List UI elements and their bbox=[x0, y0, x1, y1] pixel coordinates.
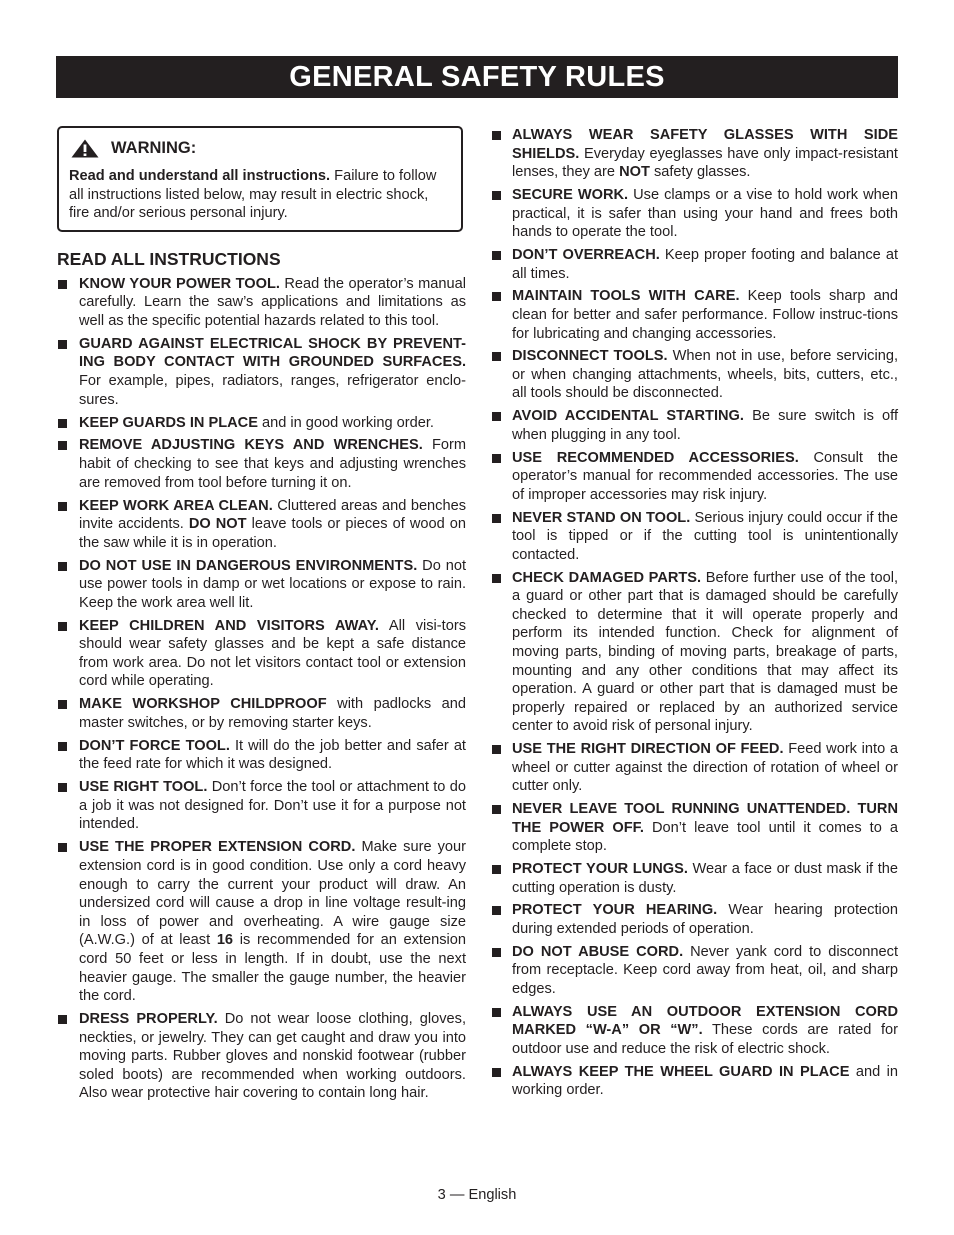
rule-extension-cord bbox=[56, 838, 466, 1005]
rule-text: Make sure your extension cord is in good condition. Use only a cord heavy enough to carry the current your product will draw. An undersized cord will cause a drop in line voltage result-ing in loss of power and overheating. A wire gauge size (A.W.G.) of at least bbox=[79, 839, 466, 949]
rule-text: safety glasses. bbox=[649, 164, 751, 181]
square-bullet-icon bbox=[492, 251, 501, 260]
rule-heading: KNOW YOUR POWER TOOL. bbox=[79, 275, 280, 292]
page-title: GENERAL SAFETY RULES bbox=[56, 56, 898, 98]
rule-text: These cords are rated for outdoor use and reduce the risk of electric shock. bbox=[512, 1022, 898, 1057]
rule-heading: NOT bbox=[619, 164, 650, 181]
rule-text: All visi-tors should wear safety glasses and be kept a safe distance from work area. Do not let visitors contact tool or extension cord while operating. bbox=[79, 617, 466, 690]
rule-heading: DRESS PROPERLY. bbox=[79, 1011, 218, 1028]
rule-text: Do not use power tools in damp or wet locations or expose to rain. Keep the work area well lit. bbox=[79, 557, 466, 611]
rule-remove-keys bbox=[56, 436, 466, 492]
rule-heading: MAKE WORKSHOP CHILDPROOF bbox=[79, 696, 327, 713]
right-rules-list bbox=[490, 126, 898, 1100]
right-column bbox=[490, 126, 898, 1104]
rule-maintain-tools bbox=[490, 287, 898, 343]
warning-lead: Read and understand all instructions. bbox=[69, 168, 331, 184]
square-bullet-icon bbox=[492, 352, 501, 361]
square-bullet-icon bbox=[58, 622, 67, 631]
rule-heading: PROTECT YOUR LUNGS. bbox=[512, 861, 688, 878]
square-bullet-icon bbox=[58, 441, 67, 450]
rule-text: Serious injury could occur if the tool is tipped or if the cutting tool is unintentionally contacted. bbox=[512, 509, 898, 563]
rule-text: Feed work into a wheel or cutter against the direction of rotation of wheel or cutter only. bbox=[512, 741, 898, 795]
square-bullet-icon bbox=[492, 1068, 501, 1077]
rule-text: Don’t leave tool until it comes to a complete stop. bbox=[512, 819, 898, 855]
rule-text: Be sure switch is off when plugging in any tool. bbox=[512, 408, 899, 443]
left-rules-list bbox=[56, 275, 466, 1103]
rule-text: Wear a face or dust mask if the cutting operation is dusty. bbox=[512, 861, 898, 896]
rule-text: and in good working order. bbox=[257, 414, 434, 431]
rule-heading: SECURE WORK. bbox=[512, 186, 629, 203]
rule-heading: PROTECT YOUR HEARING. bbox=[512, 902, 718, 919]
rule-keep-guards bbox=[56, 414, 466, 433]
rule-abuse-cord bbox=[490, 943, 898, 999]
square-bullet-icon bbox=[492, 574, 501, 583]
rule-check-damaged bbox=[490, 569, 898, 736]
rule-heading: USE THE PROPER EXTENSION CORD. bbox=[79, 839, 356, 856]
rule-text: It will do the job better and safer at the feed rate for which it was designed. bbox=[79, 737, 466, 773]
square-bullet-icon bbox=[492, 1008, 501, 1017]
rule-guard-electrical-shock bbox=[56, 335, 466, 409]
rule-heading: NEVER LEAVE TOOL RUNNING UNATTENDED. TURN THE POWER OFF. bbox=[512, 801, 898, 836]
page-footer: 3 — English bbox=[437, 1187, 517, 1203]
rule-heading: CHECK DAMAGED PARTS. bbox=[512, 569, 702, 586]
rule-safety-glasses bbox=[490, 126, 898, 182]
rule-keep-work-area-clean bbox=[56, 497, 466, 553]
rule-heading: ALWAYS WEAR SAFETY GLASSES WITH SIDE SHIELDS. bbox=[512, 127, 898, 162]
square-bullet-icon bbox=[492, 292, 501, 301]
square-bullet-icon bbox=[58, 502, 67, 511]
rule-right-tool bbox=[56, 778, 466, 834]
rule-heading: KEEP GUARDS IN PLACE bbox=[79, 414, 258, 431]
square-bullet-icon bbox=[58, 280, 67, 289]
rule-heading: 16 bbox=[216, 932, 234, 949]
rule-heading: DO NOT ABUSE CORD. bbox=[512, 943, 684, 960]
rule-heading: DON’T FORCE TOOL. bbox=[79, 737, 230, 754]
square-bullet-icon bbox=[492, 948, 501, 957]
square-bullet-icon bbox=[492, 906, 501, 915]
rule-never-stand bbox=[490, 509, 898, 565]
rule-text: Before further use of the tool, a guard or other part that is damaged should be carefully checked to determine that it will operate properly and perform its intended function. Check for alignment of moving parts, binding of moving parts, breakage of parts, mounting and any other conditions that may affect its operation. A guard or other part that is damaged must be properly repaired or replaced by an authorized service center to avoid risk of personal injury. bbox=[512, 569, 898, 735]
rule-heading: DISCONNECT TOOLS. bbox=[512, 348, 668, 365]
rule-heading: KEEP WORK AREA CLEAN. bbox=[79, 497, 273, 514]
rule-text: Everyday eyeglasses have only impact-resistant lenses, they are bbox=[512, 145, 898, 181]
rule-heading: MAINTAIN TOOLS WITH CARE. bbox=[512, 288, 740, 305]
rule-heading: NEVER STAND ON TOOL. bbox=[512, 509, 691, 526]
rule-disconnect-tools bbox=[490, 347, 898, 403]
rule-text: Form habit of checking to see that keys and adjusting wrenches are removed from tool before turning it on. bbox=[79, 437, 466, 491]
warning-text bbox=[69, 167, 451, 223]
rule-dangerous-environments bbox=[56, 557, 466, 613]
square-bullet-icon bbox=[58, 742, 67, 751]
square-bullet-icon bbox=[58, 340, 67, 349]
rule-secure-work bbox=[490, 186, 898, 242]
square-bullet-icon bbox=[58, 843, 67, 852]
warning-header bbox=[69, 139, 451, 158]
rule-text: Keep tools sharp and clean for better and safer performance. Follow instruc-tions for lubricating and changing accessories. bbox=[512, 288, 899, 342]
square-bullet-icon bbox=[58, 419, 67, 428]
rule-heading: REMOVE ADJUSTING KEYS AND WRENCHES. bbox=[79, 437, 423, 454]
rule-text: Keep proper footing and balance at all times. bbox=[512, 246, 898, 282]
section-title: READ ALL INSTRUCTIONS bbox=[57, 248, 281, 269]
rule-text: Read the operator’s manual carefully. Learn the saw’s applications and limitations as well as the specific potential hazards related to this tool. bbox=[79, 275, 466, 329]
rule-text: Cluttered areas and benches invite accidents. bbox=[79, 497, 466, 533]
rule-children-visitors bbox=[56, 617, 466, 691]
rule-recommended-accessories bbox=[490, 449, 898, 505]
rule-text: Use clamps or a vise to hold work when practical, it is safer than using your hand and frees both hands to operate the tool. bbox=[512, 186, 898, 241]
warning-box bbox=[57, 126, 463, 232]
rule-text: Don’t force the tool or attachment to do a job it was not designed for. Don’t use it for a purpose not intended. bbox=[79, 779, 466, 833]
rule-protect-hearing bbox=[490, 901, 898, 938]
rule-text: Do not wear loose clothing, gloves, neckties, or jewelry. They can get caught and draw you into moving parts. Rubber gloves and nonskid footwear (rubber soled boots) are recommended when working outdoors. Also wear protective hair covering to contain long hair. bbox=[79, 1011, 466, 1102]
rule-dress-properly bbox=[56, 1010, 466, 1103]
warning-label: WARNING: bbox=[111, 139, 197, 157]
rule-heading: USE RIGHT TOOL. bbox=[79, 779, 208, 796]
square-bullet-icon bbox=[58, 783, 67, 792]
square-bullet-icon bbox=[492, 514, 501, 523]
rule-heading: ALWAYS KEEP THE WHEEL GUARD IN PLACE bbox=[512, 1063, 850, 1080]
rule-text: Never yank cord to disconnect from receptacle. Keep cord away from heat, oil, and sharp edges. bbox=[512, 943, 899, 997]
rule-wheel-guard bbox=[490, 1063, 898, 1100]
rule-text: Consult the operator’s manual for recommended accessories. The use of improper accessories may risk injury. bbox=[512, 449, 898, 503]
rule-never-leave-running bbox=[490, 800, 898, 856]
square-bullet-icon bbox=[492, 865, 501, 874]
rule-direction-of-feed bbox=[490, 740, 898, 796]
warning-body: Failure to follow all instructions listed below, may result in electric shock, fire and/or serious personal injury. bbox=[69, 168, 437, 222]
rule-know-power-tool bbox=[56, 275, 466, 331]
rule-text: Wear hearing protection during extended periods of operation. bbox=[512, 902, 898, 937]
square-bullet-icon bbox=[58, 700, 67, 709]
square-bullet-icon bbox=[492, 805, 501, 814]
rule-text: with padlocks and master switches, or by removing starter keys. bbox=[79, 696, 466, 731]
square-bullet-icon bbox=[492, 745, 501, 754]
rule-dont-force bbox=[56, 737, 466, 774]
rule-heading: DON’T OVERREACH. bbox=[512, 246, 660, 263]
rule-heading: USE THE RIGHT DIRECTION OF FEED. bbox=[512, 741, 784, 758]
rule-heading: ALWAYS USE AN OUTDOOR EXTENSION CORD MARKED “W-A” OR “W”. bbox=[512, 1003, 898, 1039]
square-bullet-icon bbox=[492, 412, 501, 421]
left-column bbox=[56, 126, 466, 1107]
rule-heading: USE RECOMMENDED ACCESSORIES. bbox=[512, 449, 799, 466]
square-bullet-icon bbox=[492, 131, 501, 140]
rule-protect-lungs bbox=[490, 860, 898, 897]
rule-childproof bbox=[56, 695, 466, 732]
rule-text: leave tools or pieces of wood on the saw while it is in operation. bbox=[79, 516, 466, 551]
rule-heading: AVOID ACCIDENTAL STARTING. bbox=[512, 408, 744, 425]
rule-heading: GUARD AGAINST ELECTRICAL SHOCK BY PREVENT-ING BODY CONTACT WITH GROUNDED SURFACES. bbox=[79, 335, 466, 371]
rule-heading: DO NOT bbox=[188, 516, 247, 533]
rule-text: and in working order. bbox=[512, 1063, 898, 1099]
rule-text: When not in use, before servicing, or when changing attachments, wheels, bits, cutters, etc., all tools should be disconnected. bbox=[512, 348, 898, 402]
warning-triangle-icon bbox=[71, 139, 99, 158]
rule-dont-overreach bbox=[490, 246, 898, 283]
square-bullet-icon bbox=[492, 191, 501, 200]
rule-outdoor-cord bbox=[490, 1003, 898, 1059]
square-bullet-icon bbox=[492, 454, 501, 463]
rule-text: is recommended for an extension cord 50 feet or less in length. If in doubt, use the next heavier gauge. The smaller the gauge number, the heavier the cord. bbox=[79, 932, 466, 1005]
rule-accidental-starting bbox=[490, 407, 898, 444]
square-bullet-icon bbox=[58, 1015, 67, 1024]
rule-heading: DO NOT USE IN DANGEROUS ENVIRONMENTS. bbox=[79, 557, 418, 574]
square-bullet-icon bbox=[58, 562, 67, 571]
rule-text: For example, pipes, radiators, ranges, refrigerator enclo-sures. bbox=[79, 373, 466, 408]
rule-heading: KEEP CHILDREN AND VISITORS AWAY. bbox=[79, 617, 379, 634]
